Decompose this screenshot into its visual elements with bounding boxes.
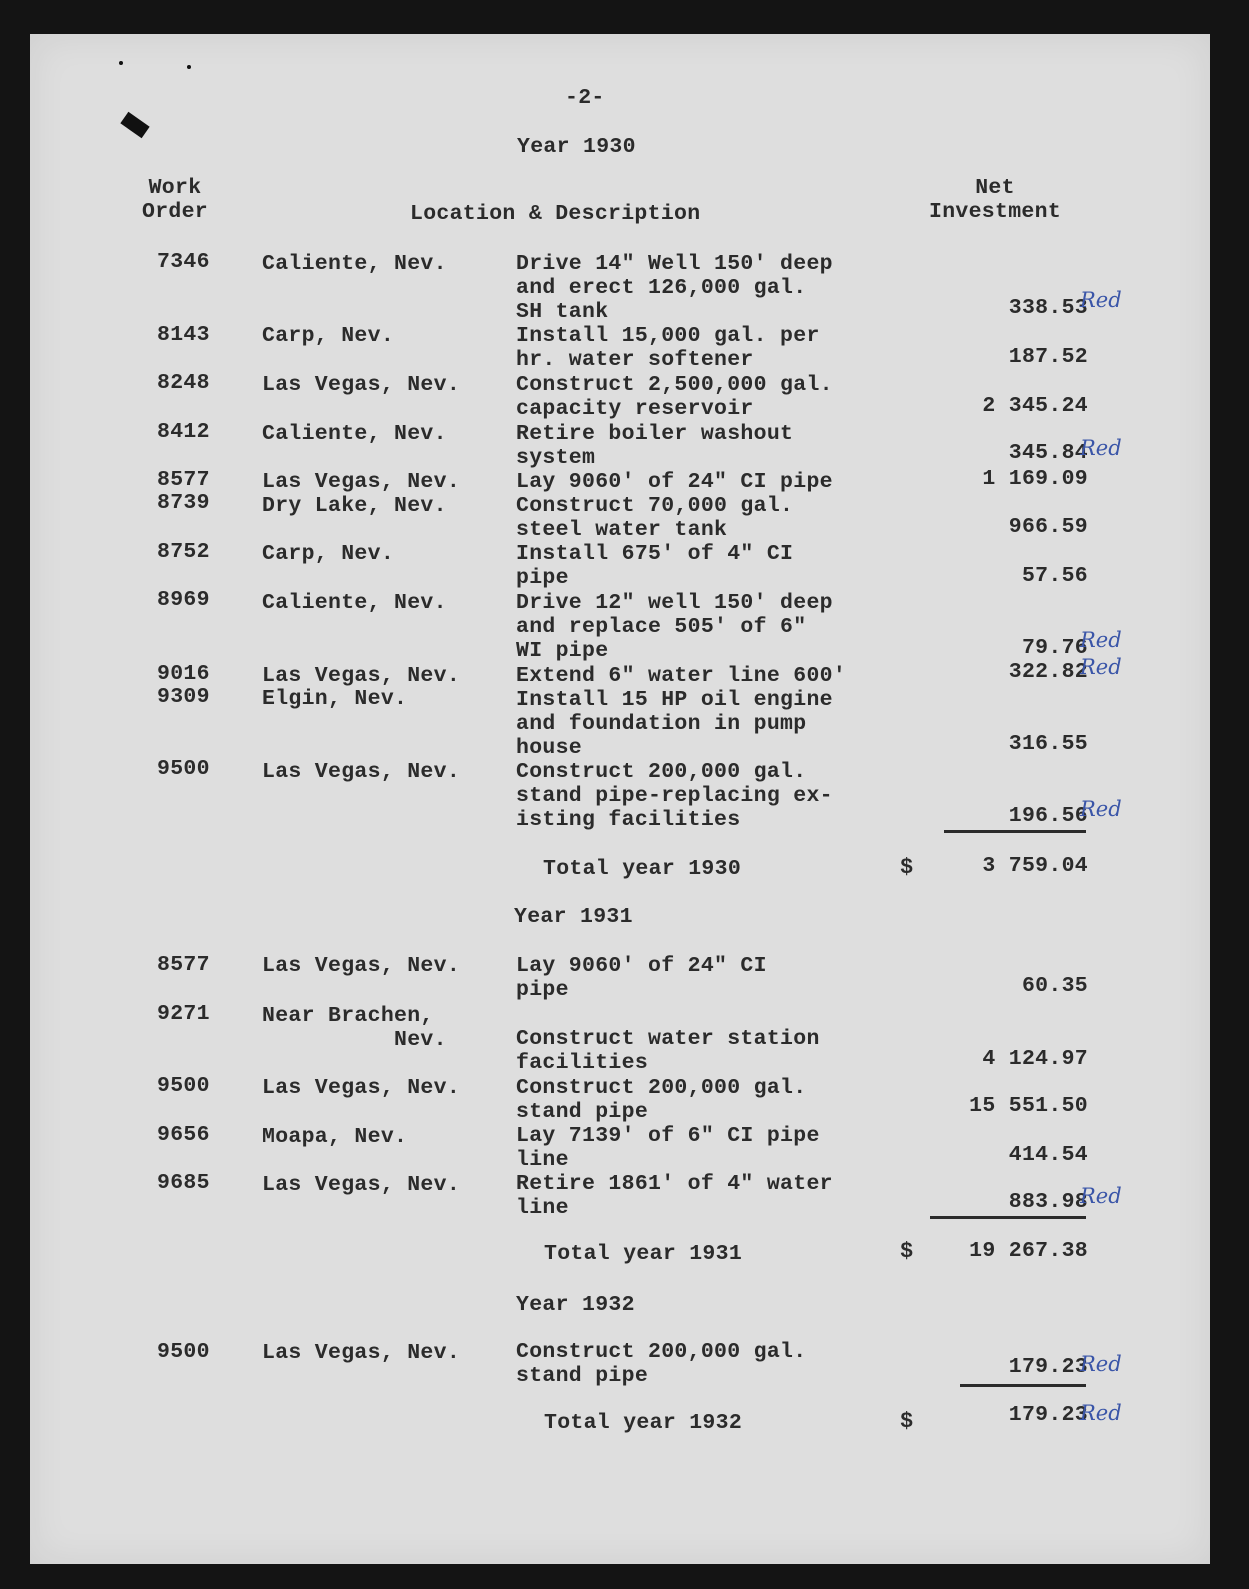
location: Caliente, Nev. bbox=[262, 591, 447, 615]
red-annotation: Red bbox=[1080, 797, 1122, 821]
location: Dry Lake, Nev. bbox=[262, 494, 447, 518]
work-order-number: 8752 bbox=[157, 540, 210, 564]
red-annotation: Red bbox=[1080, 655, 1122, 679]
description: Drive 14" Well 150' deep and erect 126,000 gal. SH tank bbox=[516, 252, 833, 324]
description: Install 675' of 4" CI pipe bbox=[516, 542, 794, 590]
year-heading: Year 1932 bbox=[516, 1293, 635, 1317]
speck-mark bbox=[119, 61, 123, 65]
description: Extend 6" water line 600' bbox=[516, 664, 847, 688]
location: Moapa, Nev. bbox=[262, 1125, 408, 1149]
net-investment-amount: 4 124.97 bbox=[982, 1047, 1088, 1071]
header-net-investment: Net Investment bbox=[929, 176, 1062, 224]
location: Near Brachen, Nev. bbox=[262, 1004, 447, 1052]
work-order-number: 9271 bbox=[157, 1002, 210, 1026]
net-investment-amount: 1 169.09 bbox=[982, 467, 1088, 491]
net-investment-amount: 196.56 bbox=[1008, 804, 1088, 828]
net-investment-amount: 338.53 bbox=[1008, 296, 1088, 320]
location: Caliente, Nev. bbox=[262, 252, 447, 276]
description: Construct water station facilities bbox=[516, 1027, 820, 1075]
work-order-number: 8248 bbox=[157, 371, 210, 395]
description: Drive 12" well 150' deep and replace 505' of 6" WI pipe bbox=[516, 591, 833, 663]
description: Construct 200,000 gal. stand pipe-replacing ex- isting facilities bbox=[516, 760, 833, 832]
location: Caliente, Nev. bbox=[262, 422, 447, 446]
currency-symbol: $ bbox=[900, 1409, 914, 1434]
location: Las Vegas, Nev. bbox=[262, 664, 461, 688]
net-investment-amount: 179.23 bbox=[1008, 1355, 1088, 1379]
work-order-number: 8577 bbox=[157, 468, 210, 492]
work-order-number: 8412 bbox=[157, 420, 210, 444]
description: Lay 9060' of 24" CI pipe bbox=[516, 470, 833, 494]
net-investment-amount: 414.54 bbox=[1008, 1143, 1088, 1167]
work-order-number: 8577 bbox=[157, 953, 210, 977]
red-annotation: Red bbox=[1080, 288, 1122, 312]
red-annotation: Red bbox=[1080, 1184, 1122, 1208]
net-investment-amount: 60.35 bbox=[1021, 974, 1088, 998]
net-investment-amount: 187.52 bbox=[1008, 345, 1088, 369]
year-heading: Year 1931 bbox=[514, 905, 633, 929]
total-label: Total year 1932 bbox=[544, 1411, 743, 1435]
work-order-number: 9500 bbox=[157, 1340, 210, 1364]
total-label: Total year 1930 bbox=[543, 857, 742, 881]
red-annotation: Red bbox=[1080, 628, 1122, 652]
header-work-order: Work Order bbox=[142, 176, 209, 224]
net-investment-amount: 966.59 bbox=[1008, 515, 1088, 539]
work-order-number: 8969 bbox=[157, 588, 210, 612]
description: Construct 70,000 gal. steel water tank bbox=[516, 494, 794, 542]
location: Las Vegas, Nev. bbox=[262, 760, 461, 784]
subtotal-rule bbox=[944, 830, 1086, 833]
red-annotation: Red bbox=[1080, 1352, 1122, 1376]
description: Lay 7139' of 6" CI pipe line bbox=[516, 1124, 820, 1172]
description: Install 15,000 gal. per hr. water softener bbox=[516, 324, 820, 372]
total-amount: 179.23 bbox=[1008, 1403, 1088, 1427]
description: Retire boiler washout system bbox=[516, 422, 794, 470]
header-location-description: Location & Description bbox=[410, 202, 701, 226]
total-label: Total year 1931 bbox=[544, 1242, 743, 1266]
net-investment-amount: 2 345.24 bbox=[982, 394, 1088, 418]
staple-mark bbox=[120, 112, 149, 138]
location: Carp, Nev. bbox=[262, 542, 395, 566]
net-investment-amount: 322.82 bbox=[1008, 660, 1088, 684]
work-order-number: 9500 bbox=[157, 1074, 210, 1098]
net-investment-amount: 79.76 bbox=[1021, 636, 1088, 660]
net-investment-amount: 57.56 bbox=[1021, 564, 1088, 588]
description: Construct 200,000 gal. stand pipe bbox=[516, 1340, 807, 1388]
currency-symbol: $ bbox=[900, 855, 914, 880]
total-amount: 19 267.38 bbox=[969, 1239, 1088, 1263]
work-order-number: 8143 bbox=[157, 323, 210, 347]
total-amount: 3 759.04 bbox=[982, 854, 1088, 878]
work-order-number: 9309 bbox=[157, 685, 210, 709]
location: Carp, Nev. bbox=[262, 324, 395, 348]
red-annotation: Red bbox=[1080, 1401, 1122, 1425]
speck-mark bbox=[187, 65, 191, 69]
location: Las Vegas, Nev. bbox=[262, 954, 461, 978]
net-investment-amount: 345.84 bbox=[1008, 441, 1088, 465]
location: Elgin, Nev. bbox=[262, 687, 408, 711]
subtotal-rule bbox=[930, 1216, 1086, 1219]
work-order-number: 8739 bbox=[157, 491, 210, 515]
red-annotation: Red bbox=[1080, 436, 1122, 460]
description: Retire 1861' of 4" water line bbox=[516, 1172, 833, 1220]
subtotal-rule bbox=[960, 1384, 1086, 1387]
work-order-number: 7346 bbox=[157, 250, 210, 274]
location: Las Vegas, Nev. bbox=[262, 373, 461, 397]
work-order-number: 9016 bbox=[157, 662, 210, 686]
work-order-number: 9685 bbox=[157, 1171, 210, 1195]
net-investment-amount: 15 551.50 bbox=[969, 1094, 1088, 1118]
document-page bbox=[30, 34, 1210, 1564]
description: Construct 200,000 gal. stand pipe bbox=[516, 1076, 807, 1124]
description: Construct 2,500,000 gal. capacity reservoir bbox=[516, 373, 833, 421]
page-number: -2- bbox=[565, 86, 605, 110]
net-investment-amount: 883.98 bbox=[1008, 1190, 1088, 1214]
location: Las Vegas, Nev. bbox=[262, 1173, 461, 1197]
location: Las Vegas, Nev. bbox=[262, 1341, 461, 1365]
location: Las Vegas, Nev. bbox=[262, 470, 461, 494]
description: Lay 9060' of 24" CI pipe bbox=[516, 954, 767, 1002]
currency-symbol: $ bbox=[900, 1239, 914, 1264]
work-order-number: 9500 bbox=[157, 757, 210, 781]
location: Las Vegas, Nev. bbox=[262, 1076, 461, 1100]
year-heading: Year 1930 bbox=[517, 135, 636, 159]
net-investment-amount: 316.55 bbox=[1008, 732, 1088, 756]
work-order-number: 9656 bbox=[157, 1123, 210, 1147]
description: Install 15 HP oil engine and foundation in pump house bbox=[516, 688, 833, 760]
